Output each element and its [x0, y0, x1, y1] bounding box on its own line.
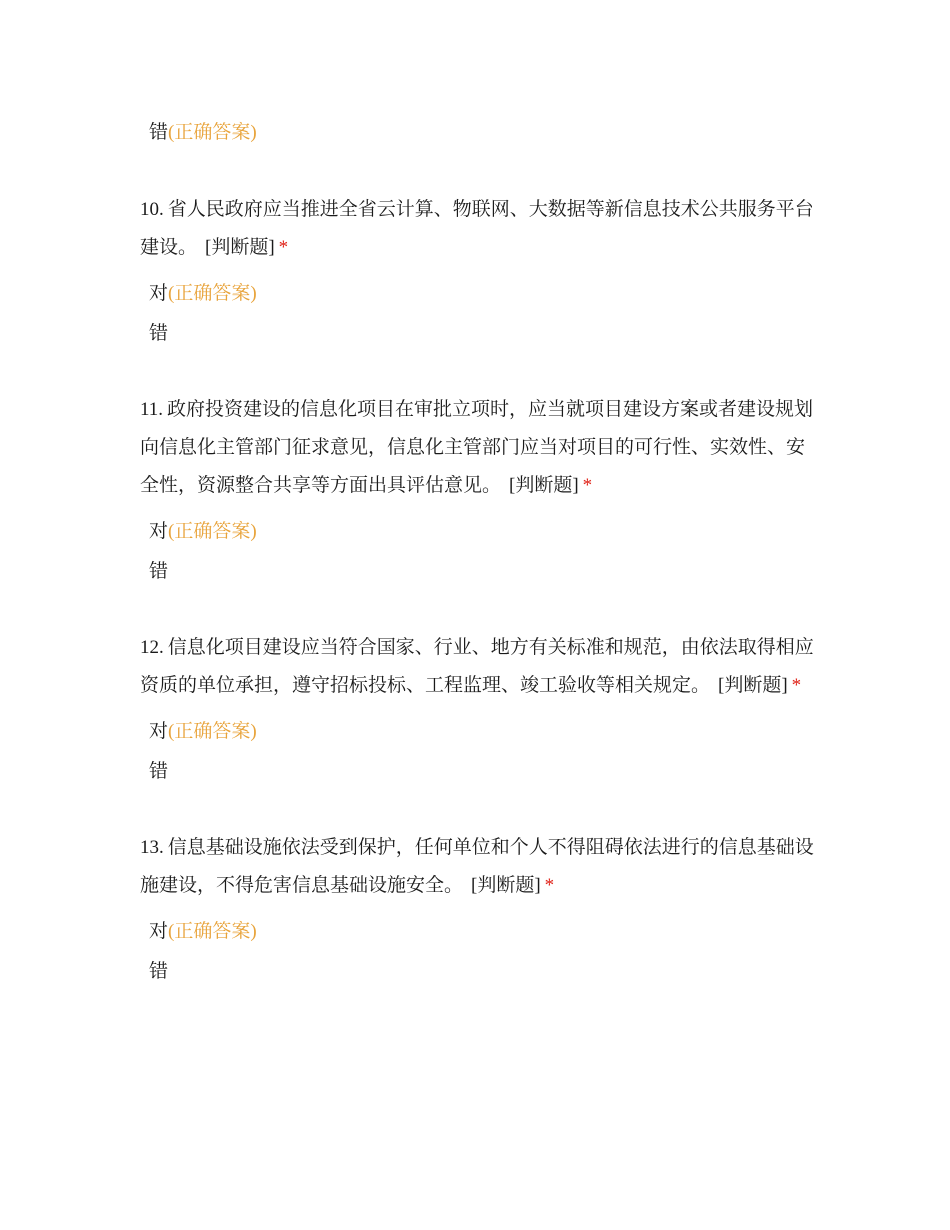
- required-star: *: [791, 675, 802, 696]
- question-text: 信息化项目建设应当符合国家、行业、地方有关标准和规范，由依法取得相应资质的单位承担，遵守招标投标、工程监理、竣工验收等相关规定。: [140, 637, 814, 696]
- question-10-option-false[interactable]: [149, 322, 168, 346]
- question-10: [140, 191, 820, 267]
- option-label: 对: [149, 521, 169, 542]
- option-label: 错: [149, 323, 169, 344]
- option-label: 对: [149, 721, 169, 742]
- question-text: 省人民政府应当推进全省云计算、物联网、大数据等新信息技术公共服务平台建设。: [140, 199, 814, 258]
- question-type: [判断题]: [205, 237, 275, 258]
- option-label: 错: [149, 122, 169, 143]
- required-star: *: [278, 237, 289, 258]
- question-11-option-false[interactable]: [149, 560, 168, 584]
- option-label: 错: [149, 961, 169, 982]
- correct-answer-mark: (正确答案): [168, 521, 257, 542]
- option-label: 错: [149, 561, 169, 582]
- correct-answer-mark: (正确答案): [168, 721, 257, 742]
- required-star: *: [582, 475, 593, 496]
- question-number: 11.: [140, 399, 164, 420]
- question-type: [判断题]: [718, 675, 788, 696]
- required-star: *: [544, 875, 555, 896]
- question-text: 政府投资建设的信息化项目在审批立项时，应当就项目建设方案或者建设规划向信息化主管部门征求意见，信息化主管部门应当对项目的可行性、实效性、安全性，资源整合共享等方面出具评估意见。: [140, 399, 814, 496]
- question-type: [判断题]: [471, 875, 541, 896]
- question-13: [140, 829, 820, 905]
- question-text: 信息基础设施依法受到保护，任何单位和个人不得阻碍依法进行的信息基础设施建设，不得危害信息基础设施安全。: [140, 837, 814, 896]
- option-label: 错: [149, 761, 169, 782]
- prev-question-option-wrong[interactable]: [149, 121, 257, 145]
- question-12: [140, 629, 820, 705]
- question-11: [140, 391, 820, 505]
- question-10-option-true[interactable]: [149, 282, 257, 306]
- question-11-option-true[interactable]: [149, 520, 257, 544]
- option-label: 对: [149, 283, 169, 304]
- question-12-option-false[interactable]: [149, 760, 168, 784]
- question-number: 10.: [140, 199, 164, 220]
- question-number: 12.: [140, 637, 164, 658]
- option-label: 对: [149, 921, 169, 942]
- question-number: 13.: [140, 837, 164, 858]
- question-13-option-true[interactable]: [149, 920, 257, 944]
- question-12-option-true[interactable]: [149, 720, 257, 744]
- question-13-option-false[interactable]: [149, 960, 168, 984]
- correct-answer-mark: (正确答案): [168, 283, 257, 304]
- correct-answer-mark: (正确答案): [168, 921, 257, 942]
- correct-answer-mark: (正确答案): [168, 122, 257, 143]
- question-type: [判断题]: [509, 475, 579, 496]
